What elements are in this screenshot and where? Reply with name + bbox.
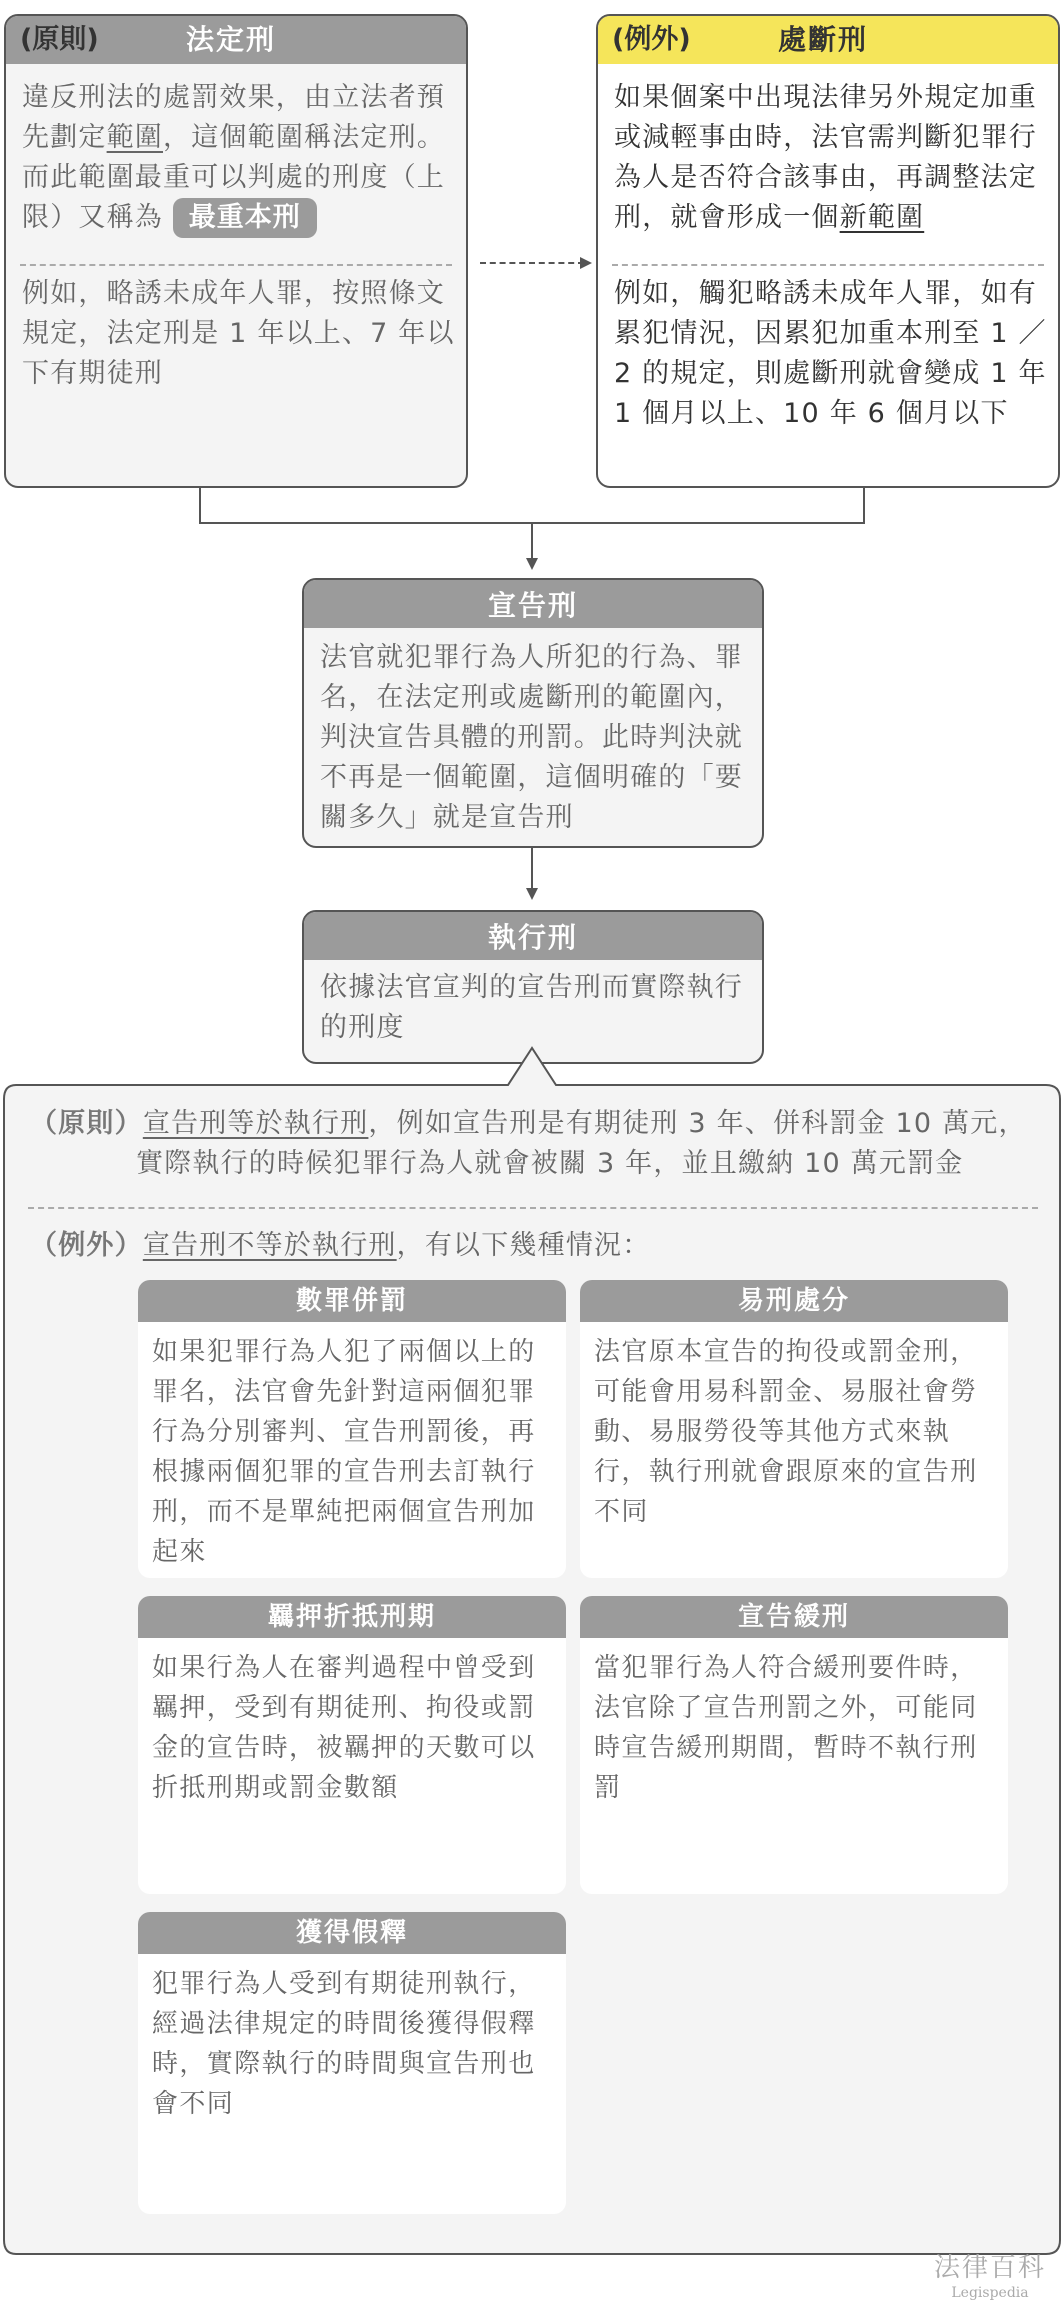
dashed-arrow [480, 262, 584, 264]
connector-left [199, 488, 201, 524]
executed-penalty-header [304, 912, 762, 960]
card-title: 宣告緩刑 [580, 1596, 1008, 1638]
card-body: 法官原本宣告的拘役或罰金刑，可能會用易科罰金、易服社會勞動、易服勞役等其他方式來執行，執行刑就會跟原來的宣告刑不同 [594, 1337, 978, 1527]
adjusted-penalty-box [596, 14, 1060, 488]
statutory-penalty-box [4, 14, 468, 488]
statutory-penalty-header [6, 16, 466, 64]
principle-row-2: 實際執行的時候犯罪行為人就會被關 3 年，並且繳納 10 萬元罰金 [136, 1148, 964, 1179]
card-parole [138, 1912, 566, 2214]
max-penalty-pill: 最重本刑 [173, 198, 317, 238]
arrow-head [526, 558, 538, 570]
principle-tag: (原則) [20, 24, 99, 55]
adjusted-penalty-example: 例如，觸犯略誘未成年人罪，如有累犯情況，因累犯加重本刑至 1 ／ 2 的規定，則處斷刑就會變成 1 年 1 個月以上、10 年 6 個月以下 [614, 278, 1047, 429]
executed-penalty-title: 執行刑 [487, 921, 578, 954]
divider [612, 264, 1044, 266]
declared-penalty-header [304, 580, 762, 628]
declared-penalty-title: 宣告刑 [487, 589, 578, 622]
connector-right [863, 488, 865, 524]
card-body: 當犯罪行為人符合緩刑要件時，法官除了宣告刑罰之外，可能同時宣告緩刑期間，暫時不執行刑罰 [594, 1653, 978, 1803]
principle-row-tag: （原則） [30, 1108, 143, 1139]
card-commutation [580, 1280, 1008, 1578]
logo-cn: 法律百科 [933, 2253, 1046, 2283]
card-detention-offset [138, 1596, 566, 1894]
card-title: 數罪併罰 [138, 1280, 566, 1322]
card-concurrent-offenses [138, 1280, 566, 1578]
adjusted-penalty-text: 如果個案中出現法律另外規定加重或減輕事由時，法官需判斷犯罪行為人是否符合該事由，再調整法定刑，就會形成一個新範圍 [614, 82, 1037, 233]
dashed-arrow-head [580, 257, 592, 269]
card-body: 如果犯罪行為人犯了兩個以上的罪名，法官會先針對這兩個犯罪行為分別審判、宣告刑罰後，再根據兩個犯罪的宣告刑去訂執行刑，而不是單純把兩個宣告刑加起來 [152, 1337, 536, 1567]
connector-down [531, 522, 533, 560]
adjusted-penalty-header [598, 16, 1058, 64]
arrow-head-2 [526, 888, 538, 900]
declared-penalty-box [302, 578, 764, 848]
exception-tag: (例外) [612, 24, 691, 55]
statutory-penalty-example: 例如，略誘未成年人罪，按照條文規定，法定刑是 1 年以上、7 年以下有期徒刑 [22, 278, 455, 389]
adjusted-penalty-title: 處斷刑 [778, 23, 869, 56]
principle-row: （原則）宣告刑等於執行刑，例如宣告刑是有期徒刑 3 年、併科罰金 10 萬元， [30, 1108, 1027, 1139]
divider [20, 264, 452, 266]
card-body: 如果行為人在審判過程中曾受到羈押，受到有期徒刑、拘役或罰金的宣告時，被羈押的天數可以折抵刑期或罰金數額 [152, 1653, 536, 1803]
statutory-penalty-title: 法定刑 [186, 23, 277, 56]
executed-penalty-text: 依據法官宣判的宣告刑而實際執行的刑度 [320, 972, 743, 1043]
card-title: 獲得假釋 [138, 1912, 566, 1954]
card-body: 犯罪行為人受到有期徒刑執行，經過法律規定的時間後獲得假釋時，實際執行的時間與宣告刑也會不同 [152, 1969, 536, 2119]
bottom-divider [28, 1207, 1038, 1209]
statutory-penalty-text: 違反刑法的處罰效果，由立法者預先劃定範圍，這個範圍稱法定刑。而此範圍最重可以判處的刑度（上限）又稱為 最重本刑 [22, 78, 458, 238]
connector-down-2 [531, 848, 533, 888]
legispedia-logo [930, 2252, 1050, 2302]
declared-penalty-text: 法官就犯罪行為人所犯的行為、罪名，在法定刑或處斷刑的範圍內，判決宣告具體的刑罰。此時判決就不再是一個範圍，這個明確的「要關多久」就是宣告刑 [320, 642, 743, 833]
exception-row: （例外）宣告刑不等於執行刑，有以下幾種情況： [30, 1230, 651, 1261]
logo-en: Legispedia [951, 2285, 1029, 2301]
card-probation [580, 1596, 1008, 1894]
card-title: 易刑處分 [580, 1280, 1008, 1322]
exception-row-tag: （例外） [30, 1230, 143, 1261]
card-title: 羈押折抵刑期 [138, 1596, 566, 1638]
